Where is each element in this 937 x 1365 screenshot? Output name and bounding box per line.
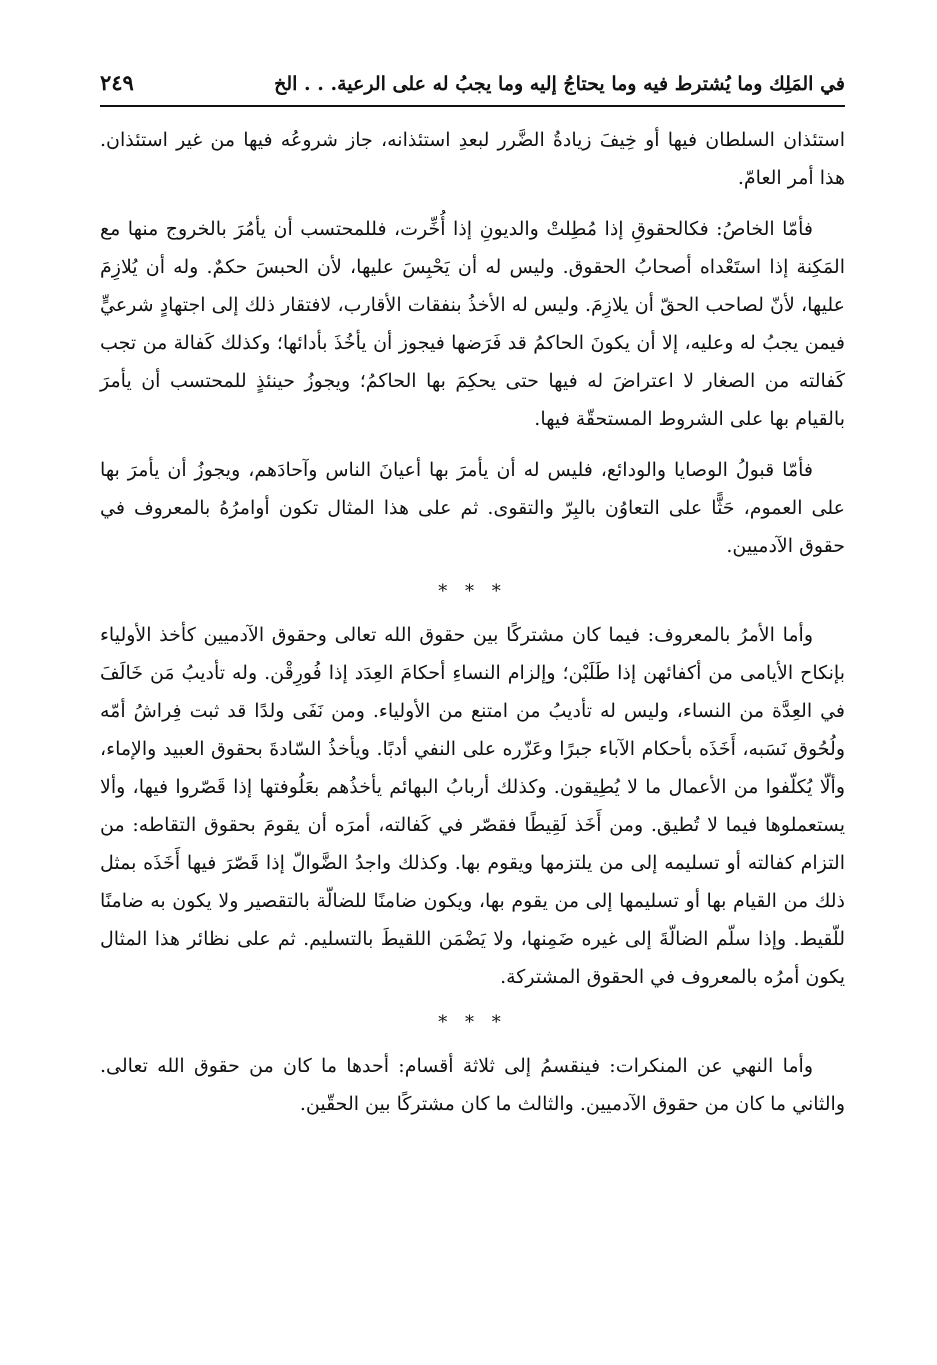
- page-number: ٢٤٩: [100, 70, 134, 95]
- paragraph: وأما النهي عن المنكرات: فينقسمُ إلى ثلاثة أقسام: أحدها ما كان من حقوق الله تعالى. والثاني ما كان من حقوق الآدميين. والثالث ما كان مشتركًا بين الحقّين.: [100, 1055, 845, 1115]
- section-separator: * * *: [438, 581, 507, 602]
- section-separator: * * *: [438, 1012, 507, 1033]
- paragraph: استئذان السلطان فيها أو خِيفَ زيادةُ الضَّرر لبعدِ استئذانه، جاز شروعُه فيها من غير استئذان. هذا أمر العامّ.: [100, 129, 845, 189]
- paragraph: فأمّا الخاصُ: فكالحقوقِ إذا مُطِلتْ والديونِ إذا أُخِّرت، فللمحتسب أن يأمُرَ بالخروج منها مع المَكِنة إذا استَعْداه أصحابُ الحقوق. وليس له أن يَحْبِسَ عليها، لأن الحبسَ حكمٌ. وله أن يُلازِمَ عليها، لأنّ لصاحب الحقّ أن يلازِمَ. وليس له الأخذُ بنفقات الأقارب، لافتقار ذلك إلى اجتهادٍ شرعيٍّ فيمن يجبُ له وعليه، إلا أن يكونَ الحاكمُ قد فَرَضها فيجوز أن يأخُذَ بأدائها؛ وكذلك كَفالة من تجب كَفالته من الصغار لا اعتراضَ له فيها حتى يحكِمَ بها الحاكمُ؛ ويجوزُ حينئذٍ للمحتسب أن يأمرَ بالقيام بها على الشروط المستحقّة فيها.: [100, 218, 845, 430]
- running-header: [100, 70, 845, 107]
- paragraph: فأمّا قبولُ الوصايا والودائع، فليس له أن يأمرَ بها أعيانَ الناس وآحادَهم، ويجوزُ أن يأمرَ بها على العموم، حَثًّا على التعاوُن بالبِرّ والتقوى. ثم على هذا المثال تكون أوامرُهُ بالمعروف في حقوق الآدميين.: [100, 459, 845, 557]
- paragraph: وأما الأمرُ بالمعروف: فيما كان مشتركًا بين حقوق الله تعالى وحقوق الآدميين كأخذ الأولياء بإنكاح الأيامى من أكفائهن إذا طَلَبْن؛ وإلزام النساءِ أحكامَ العِدَد إذا فُورِقْن. وله تأديبُ مَن خَالَفَ في العِدَّة من النساء، وليس له تأديبُ من امتنع من الأولياء. ومن نَفَى ولدًا قد ثبت فِراشُ أمّه ولُحُوق نَسَبه، أَخَذَه بأحكام الآباء جبرًا وعَزّره على النفي أدبًا. ويأخذُ السّادةَ بحقوق العبيد والإماء، وألّا يُكلّفوا من الأعمال ما لا يُطِيقون. وكذلك أربابُ البهائم يأخذُهم بعَلُوفتها إذا قَصّروا فيها، وألا يستعملوها فيما لا تُطيق. ومن أَخَذ لَقِيطًا فقصّر في كَفالته، أمرَه أن يقومَ بحقوق التقاطه: من التزام كفالته أو تسليمه إلى من يلتزمها ويقوم بها. وكذلك واجدُ الضَّوالّ إذا قَصّرَ فيها أَخَذَه بمثل ذلك من القيام بها أو تسليمها إلى من يقوم بها، ويكون ضامنًا للضالّة بالتقصير ولا يكون به ضامنًا للّقيط. وإذا سلّم الضالّةَ إلى غيره ضَمِنها، ولا يَضْمَن اللقيطَ بالتسليم. ثم على نظائر هذا المثال يكون أمرُه بالمعروف في الحقوق المشتركة.: [100, 624, 845, 988]
- book-page: [100, 70, 845, 1136]
- header-title: في المَلِك وما يُشترط فيه وما يحتاجُ إليه وما يجبُ له على الرعية. . . الخ: [274, 73, 845, 95]
